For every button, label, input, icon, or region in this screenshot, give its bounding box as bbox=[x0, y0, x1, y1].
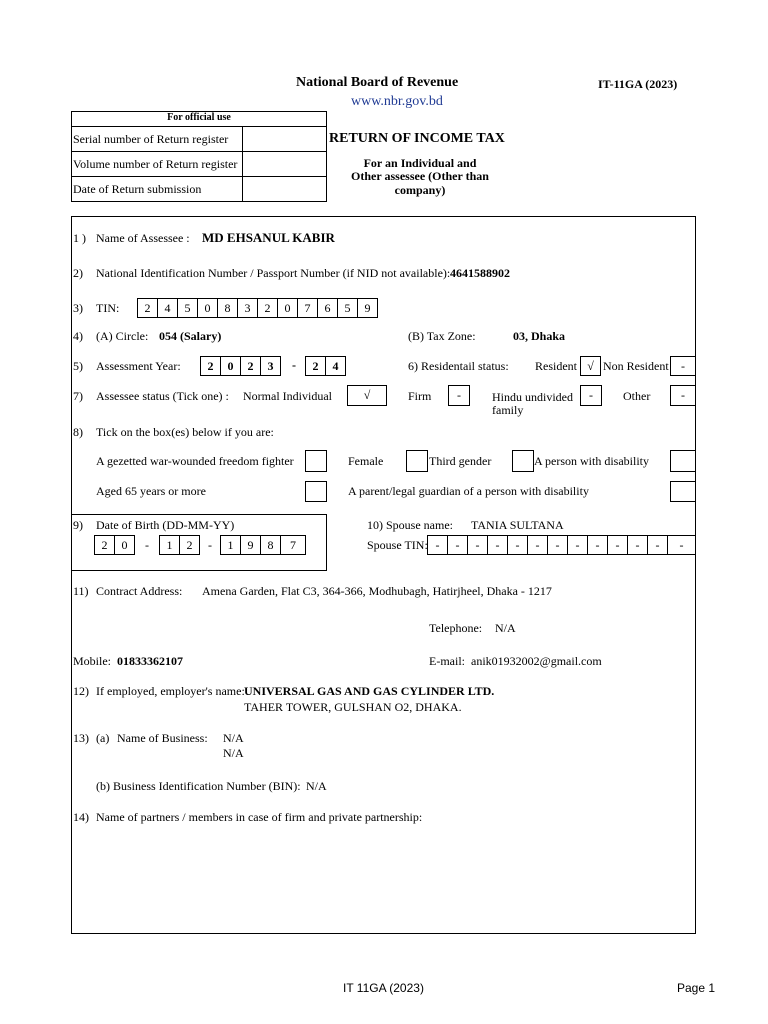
dob-dash: - bbox=[145, 538, 149, 552]
spouse-tin-digit: - bbox=[487, 535, 508, 555]
spouse-tin-digit: - bbox=[667, 535, 696, 555]
tin-digit: 2 bbox=[257, 298, 278, 318]
aged-65-checkbox[interactable] bbox=[305, 481, 327, 502]
assessee-name: MD EHSANUL KABIR bbox=[202, 230, 335, 245]
dob-dash: - bbox=[208, 538, 212, 552]
q4-number: 4) bbox=[73, 329, 83, 343]
tin-digit: 3 bbox=[237, 298, 258, 318]
official-row-serial: Serial number of Return register bbox=[73, 132, 229, 146]
q8-number: 8) bbox=[73, 425, 83, 439]
assessment-year-label: Assessment Year: bbox=[96, 359, 181, 373]
year-digit: 0 bbox=[220, 356, 241, 376]
other-status-checkbox[interactable]: - bbox=[670, 385, 696, 406]
tin-digit: 0 bbox=[277, 298, 298, 318]
mobile-label: Mobile: bbox=[73, 654, 111, 668]
address-value: Amena Garden, Flat C3, 364-366, Modhubagh, Hatirjheel, Dhaka - 1217 bbox=[202, 584, 552, 598]
form-subtitle-2: Other assessee (Other than bbox=[351, 169, 489, 183]
telephone-label: Telephone: bbox=[429, 621, 483, 635]
q9-number: 9) bbox=[73, 518, 83, 532]
assessee-status-label: Assessee status (Tick one) : bbox=[96, 389, 229, 403]
female-checkbox[interactable] bbox=[406, 450, 428, 472]
org-name: National Board of Revenue bbox=[296, 75, 459, 90]
hindu-family-label-1: Hindu undivided bbox=[492, 390, 573, 404]
freedom-fighter-checkbox[interactable] bbox=[305, 450, 327, 472]
dob-digit: 1 bbox=[220, 535, 241, 555]
website-link[interactable]: www.nbr.gov.bd bbox=[351, 94, 443, 109]
employer-address: TAHER TOWER, GULSHAN O2, DHAKA. bbox=[244, 700, 462, 714]
tin-digit: 7 bbox=[297, 298, 318, 318]
disability-checkbox[interactable] bbox=[670, 450, 696, 472]
spouse-name: TANIA SULTANA bbox=[471, 518, 564, 532]
q13-number: 13) bbox=[73, 731, 89, 745]
q7-number: 7) bbox=[73, 389, 83, 403]
spouse-tin-digit: - bbox=[447, 535, 468, 555]
footer-form-code: IT 11GA (2023) bbox=[343, 981, 424, 995]
dob-digit: 1 bbox=[159, 535, 180, 555]
spouse-tin-digit: - bbox=[627, 535, 648, 555]
spouse-name-label: 10) Spouse name: bbox=[367, 518, 453, 532]
employer-label: If employed, employer's name: bbox=[96, 684, 245, 698]
firm-label: Firm bbox=[408, 389, 432, 403]
spouse-tin-label: Spouse TIN: bbox=[367, 538, 428, 552]
mobile-value: 01833362107 bbox=[117, 654, 183, 668]
circle-label: (A) Circle: bbox=[96, 329, 149, 343]
tin-digit: 8 bbox=[217, 298, 238, 318]
tin-digit: 5 bbox=[337, 298, 358, 318]
serial-number-field[interactable] bbox=[243, 127, 326, 151]
form-code: IT-11GA (2023) bbox=[598, 77, 678, 91]
resident-label: Resident bbox=[535, 359, 577, 373]
year-digit: 3 bbox=[260, 356, 281, 376]
year-digit: 2 bbox=[200, 356, 221, 376]
q14-number: 14) bbox=[73, 810, 89, 824]
non-resident-checkbox[interactable]: - bbox=[670, 356, 696, 376]
email-label: E-mail: bbox=[429, 654, 465, 668]
dob-digit: 2 bbox=[94, 535, 115, 555]
bin-value: N/A bbox=[306, 779, 327, 793]
disability-label: A person with disability bbox=[534, 454, 649, 468]
telephone-value: N/A bbox=[495, 621, 516, 635]
q12-number: 12) bbox=[73, 684, 89, 698]
dob-digit: 9 bbox=[240, 535, 261, 555]
guardian-checkbox[interactable] bbox=[670, 481, 696, 502]
year-digit: 4 bbox=[325, 356, 346, 376]
partners-label: Name of partners / members in case of firm and private partnership: bbox=[96, 810, 423, 824]
q8-label: Tick on the box(es) below if you are: bbox=[96, 425, 274, 439]
official-row-date: Date of Return submission bbox=[73, 182, 202, 196]
q2-number: 2) bbox=[73, 266, 83, 280]
dob-digit: 7 bbox=[280, 535, 306, 555]
dob-digit: 8 bbox=[260, 535, 281, 555]
spouse-tin-digit: - bbox=[467, 535, 488, 555]
hindu-family-label-2: family bbox=[492, 403, 524, 417]
resident-checkbox[interactable]: √ bbox=[580, 356, 601, 376]
official-use-heading: For official use bbox=[167, 112, 231, 123]
tin-digit: 0 bbox=[197, 298, 218, 318]
form-title: RETURN OF INCOME TAX bbox=[329, 131, 505, 146]
year-digit: 2 bbox=[305, 356, 326, 376]
q1-number: 1 ) bbox=[73, 231, 86, 245]
tin-digit: 9 bbox=[357, 298, 378, 318]
bin-label: (b) Business Identification Number (BIN): bbox=[96, 779, 301, 793]
q1-label: Name of Assessee : bbox=[96, 231, 190, 245]
firm-checkbox[interactable]: - bbox=[448, 385, 470, 406]
form-subtitle-3: company) bbox=[394, 183, 446, 197]
third-gender-checkbox[interactable] bbox=[512, 450, 534, 472]
business-name-2: N/A bbox=[223, 746, 244, 760]
form-subtitle-1: For an Individual and bbox=[363, 156, 477, 170]
other-status-label: Other bbox=[623, 389, 651, 403]
third-gender-label: Third gender bbox=[429, 454, 492, 468]
business-name-label: Name of Business: bbox=[117, 731, 208, 745]
freedom-fighter-label: A gezetted war-wounded freedom fighter bbox=[96, 454, 294, 468]
tin-digit: 5 bbox=[177, 298, 198, 318]
normal-individual-label: Normal Individual bbox=[243, 389, 332, 403]
spouse-tin-digit: - bbox=[547, 535, 568, 555]
email-value: anik01932002@gmail.com bbox=[471, 654, 602, 668]
circle-value: 054 (Salary) bbox=[159, 329, 222, 343]
spouse-tin-digit: - bbox=[647, 535, 668, 555]
non-resident-label: Non Resident bbox=[603, 359, 669, 373]
dob-label: Date of Birth (DD-MM-YY) bbox=[96, 518, 235, 532]
page-number: Page 1 bbox=[677, 981, 716, 995]
submission-date-field[interactable] bbox=[243, 177, 326, 201]
q2-label: National Identification Number / Passport Number (if NID not available): bbox=[96, 266, 451, 280]
year-dash: - bbox=[292, 358, 296, 372]
q11-number: 11) bbox=[73, 584, 89, 598]
spouse-tin-digit: - bbox=[567, 535, 588, 555]
address-label: Contract Address: bbox=[96, 584, 183, 598]
business-name-1: N/A bbox=[223, 731, 244, 745]
normal-individual-checkbox[interactable]: √ bbox=[347, 385, 387, 406]
dob-digit: 0 bbox=[114, 535, 135, 555]
guardian-label: A parent/legal guardian of a person with disability bbox=[348, 484, 589, 498]
spouse-tin-digit: - bbox=[527, 535, 548, 555]
residential-status-label: 6) Residentail status: bbox=[408, 359, 509, 373]
tax-zone-value: 03, Dhaka bbox=[513, 329, 566, 343]
spouse-tin-digit: - bbox=[427, 535, 448, 555]
spouse-tin-digit: - bbox=[587, 535, 608, 555]
dob-digit: 2 bbox=[179, 535, 200, 555]
hindu-family-checkbox[interactable]: - bbox=[580, 385, 602, 406]
q3-label: TIN: bbox=[96, 301, 120, 315]
q3-number: 3) bbox=[73, 301, 83, 315]
tin-digit: 6 bbox=[317, 298, 338, 318]
aged-65-label: Aged 65 years or more bbox=[96, 484, 206, 498]
employer-name: UNIVERSAL GAS AND GAS CYLINDER LTD. bbox=[244, 684, 495, 698]
female-label: Female bbox=[348, 454, 384, 468]
tin-digit: 4 bbox=[157, 298, 178, 318]
year-digit: 2 bbox=[240, 356, 261, 376]
q13a-label: (a) bbox=[96, 731, 110, 745]
tax-zone-label: (B) Tax Zone: bbox=[408, 329, 476, 343]
tin-digit: 2 bbox=[137, 298, 158, 318]
spouse-tin-digit: - bbox=[507, 535, 528, 555]
main-form-box bbox=[71, 216, 696, 934]
q5-number: 5) bbox=[73, 359, 83, 373]
volume-number-field[interactable] bbox=[243, 152, 326, 176]
spouse-tin-digit: - bbox=[607, 535, 628, 555]
nid-number: 4641588902 bbox=[450, 266, 510, 280]
official-row-volume: Volume number of Return register bbox=[73, 157, 238, 171]
